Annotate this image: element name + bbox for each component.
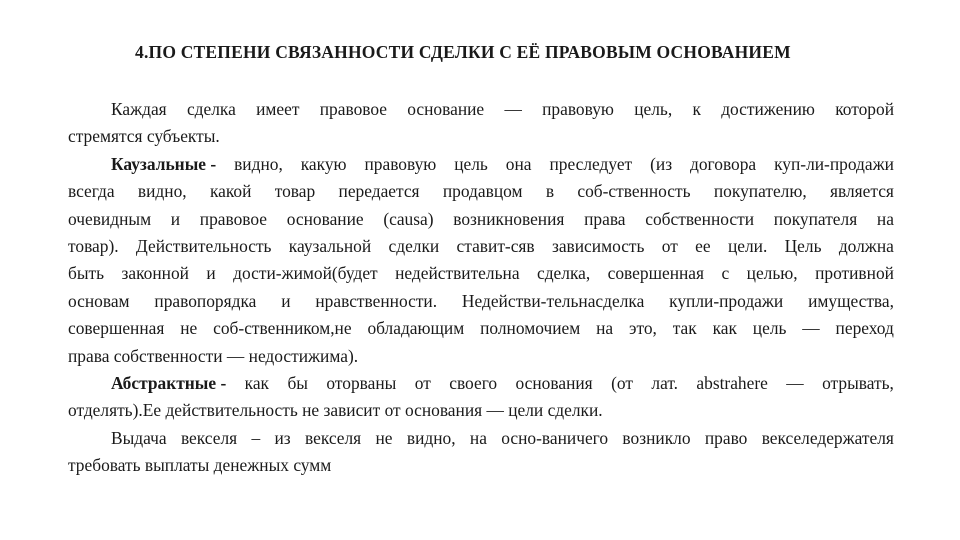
word: какую: [300, 153, 347, 174]
word: которой: [835, 99, 894, 119]
word: не: [375, 427, 393, 448]
word: соб-ственность: [577, 181, 691, 202]
word: нравственности.: [315, 290, 438, 311]
word: дости-жимой(будет: [233, 263, 378, 284]
word: законной: [121, 263, 189, 284]
word: куп-ли-продажи: [774, 153, 894, 174]
word: (из: [650, 153, 673, 174]
word: сделки: [388, 235, 440, 256]
word: векселедержателя: [761, 427, 894, 448]
word: видно,: [406, 427, 456, 448]
word: и: [281, 290, 291, 311]
word: права: [584, 208, 626, 229]
word: осно-ваничего: [501, 427, 609, 448]
word: всегда: [68, 181, 115, 202]
word: цель: [752, 318, 787, 339]
text-line: [68, 96, 894, 123]
word: является: [830, 181, 894, 202]
word: товар: [274, 181, 316, 202]
word: с: [721, 263, 730, 284]
word: зависимость: [551, 235, 645, 256]
text-line: [68, 452, 894, 479]
word: –: [251, 427, 261, 448]
word: договора: [690, 153, 757, 174]
word: очевидным: [68, 208, 152, 229]
word: какой: [209, 181, 252, 202]
text-line: [68, 123, 894, 150]
word: лат.: [651, 372, 678, 393]
word: целью,: [746, 263, 798, 284]
word: в: [545, 181, 555, 202]
word: купли-продажи: [669, 290, 784, 311]
word: своего: [449, 372, 498, 393]
word: Каждая: [111, 99, 167, 119]
word: основание: [407, 99, 485, 119]
word: сделка,: [536, 263, 591, 284]
word: Выдача: [111, 427, 167, 448]
word: от: [661, 235, 678, 256]
word: и: [170, 208, 181, 229]
word: Цель: [784, 235, 822, 256]
word: бы: [287, 372, 308, 393]
word: векселя: [180, 427, 238, 448]
word: переход: [835, 318, 894, 339]
word: достижению: [721, 99, 815, 119]
word: имущества,: [808, 290, 894, 311]
bold-term: Абстрактные -: [111, 372, 227, 393]
word: каузальной: [288, 235, 372, 256]
word: так: [672, 318, 697, 339]
word: цели.: [727, 235, 768, 256]
line-text: отделять).Ее действительность не зависит от основания — цели сделки.: [68, 400, 603, 421]
word: быть: [68, 263, 105, 284]
word: к: [692, 99, 701, 119]
text-line: [68, 233, 894, 260]
word: Действительность: [135, 235, 272, 256]
word: должна: [838, 235, 894, 256]
word: от: [414, 372, 431, 393]
word: на: [876, 208, 894, 229]
word: сделка: [186, 99, 236, 119]
word: цель,: [634, 99, 673, 119]
word: ставит-сяв: [456, 235, 535, 256]
word: правовую: [542, 99, 614, 119]
word: ее: [695, 235, 711, 256]
word: правопорядка: [154, 290, 257, 311]
word: обладающим: [367, 318, 465, 339]
word: основания: [515, 372, 593, 393]
word: —: [504, 99, 522, 119]
text-line: [68, 397, 894, 424]
word: видно,: [234, 153, 283, 174]
text-line: [68, 343, 894, 370]
word: правовую: [364, 153, 437, 174]
word: недействительна: [395, 263, 520, 284]
text-line: [68, 206, 894, 233]
word: покупателю,: [713, 181, 807, 202]
word: —: [802, 318, 820, 339]
word: (от: [611, 372, 633, 393]
word: как: [244, 372, 270, 393]
word: abstrahere: [696, 372, 768, 393]
word: на: [469, 427, 487, 448]
word: совершенная: [607, 263, 705, 284]
text-line: [68, 178, 894, 205]
word: как: [712, 318, 737, 339]
word: товар).: [68, 235, 119, 256]
word: видно,: [137, 181, 187, 202]
word: передается: [338, 181, 420, 202]
word: правовое: [319, 99, 387, 119]
text-line: [68, 288, 894, 315]
text-line: [68, 425, 894, 452]
word: на: [596, 318, 614, 339]
word: соб-ственником,не: [213, 318, 352, 339]
text-line: [68, 260, 894, 287]
line-text: стремятся субъекты.: [68, 126, 220, 147]
text-line: [68, 370, 894, 397]
word: имеет: [256, 99, 300, 119]
word: возникновения: [453, 208, 565, 229]
word: противной: [815, 263, 894, 284]
word: возникло: [622, 427, 691, 448]
word: цель: [454, 153, 488, 174]
line-text: права собственности — недостижима).: [68, 345, 359, 366]
word: совершенная: [68, 318, 165, 339]
word: Недействи-тельнасделка: [461, 290, 645, 311]
text-line: [68, 315, 894, 342]
word: право: [704, 427, 748, 448]
word: продавцом: [442, 181, 523, 202]
page-title: 4.ПО СТЕПЕНИ СВЯЗАННОСТИ СДЕЛКИ С ЕЁ ПРАВОВЫМ ОСНОВАНИЕМ: [135, 42, 791, 62]
word: оторваны: [326, 372, 397, 393]
line-text: требовать выплаты денежных сумм: [68, 455, 332, 476]
word: и: [206, 263, 216, 284]
word: это,: [628, 318, 657, 339]
word: из: [274, 427, 291, 448]
word: собственности: [645, 208, 755, 229]
word: не: [180, 318, 198, 339]
text-line: [68, 151, 894, 178]
word: основание: [286, 208, 364, 229]
word: (causa): [383, 208, 434, 229]
word: отрывать,: [822, 372, 894, 393]
word: основам: [68, 290, 130, 311]
word: правовое: [199, 208, 268, 229]
word: преследует: [549, 153, 633, 174]
word: —: [786, 372, 804, 393]
word: она: [505, 153, 532, 174]
word: векселя: [305, 427, 362, 448]
word: полномочием: [480, 318, 581, 339]
document-body: [68, 96, 894, 479]
word: покупателя: [773, 208, 858, 229]
bold-term: Каузальные -: [111, 153, 217, 174]
